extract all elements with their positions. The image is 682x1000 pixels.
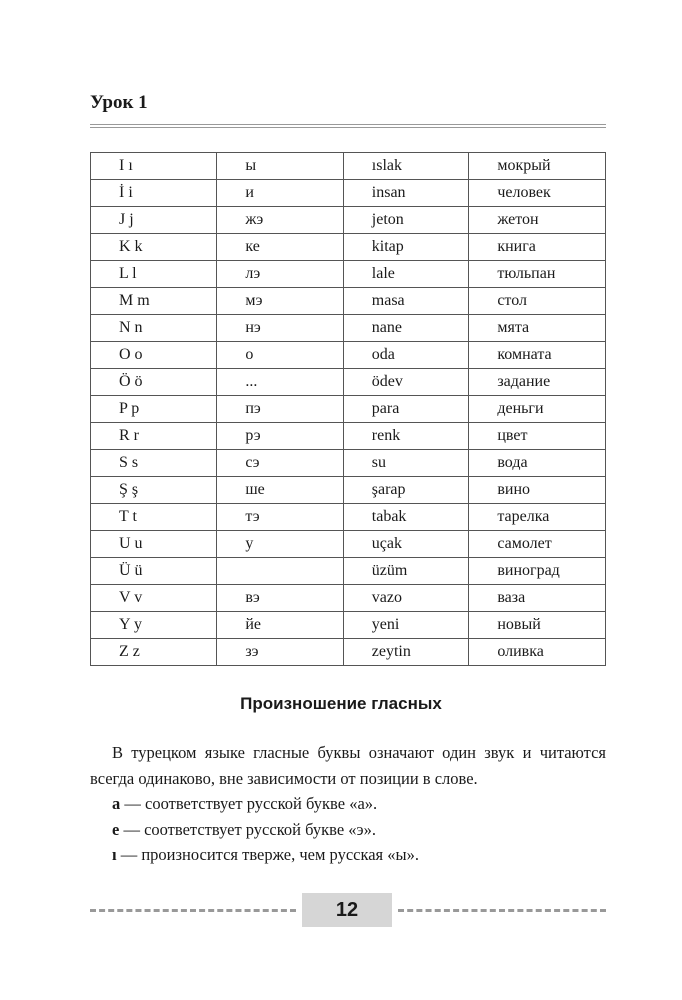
russian-pronunciation: о [217, 342, 343, 369]
russian-translation: цвет [469, 423, 606, 450]
turkish-letter: Z z [91, 639, 217, 666]
russian-pronunciation: сэ [217, 450, 343, 477]
russian-pronunciation: тэ [217, 504, 343, 531]
turkish-word: jeton [343, 207, 469, 234]
turkish-letter: L l [91, 261, 217, 288]
footer-dashes-right [398, 909, 606, 912]
turkish-letter: N n [91, 315, 217, 342]
russian-pronunciation: нэ [217, 315, 343, 342]
turkish-letter: I ı [91, 153, 217, 180]
vowel-description: — соответствует русской букве «э». [119, 819, 376, 839]
vowel-item [90, 817, 606, 843]
header-rule [90, 124, 606, 125]
turkish-letter: Y y [91, 612, 217, 639]
turkish-word: insan [343, 180, 469, 207]
turkish-letter: R r [91, 423, 217, 450]
russian-translation: задание [469, 369, 606, 396]
russian-pronunciation: мэ [217, 288, 343, 315]
turkish-word: ödev [343, 369, 469, 396]
page-number: 12 [302, 893, 392, 927]
section-body [90, 740, 606, 868]
turkish-word: ıslak [343, 153, 469, 180]
vowel-item [90, 791, 606, 817]
table-row [91, 234, 606, 261]
turkish-word: renk [343, 423, 469, 450]
footer-dashes-left [90, 909, 296, 912]
turkish-letter: K k [91, 234, 217, 261]
turkish-letter: M m [91, 288, 217, 315]
russian-translation: комната [469, 342, 606, 369]
table-row [91, 261, 606, 288]
turkish-word: nane [343, 315, 469, 342]
turkish-letter: İ i [91, 180, 217, 207]
turkish-word: uçak [343, 531, 469, 558]
section-heading: Произношение гласных [240, 694, 442, 713]
table-row [91, 423, 606, 450]
turkish-word: oda [343, 342, 469, 369]
turkish-word: yeni [343, 612, 469, 639]
table-row [91, 153, 606, 180]
table-row [91, 396, 606, 423]
turkish-word: masa [343, 288, 469, 315]
russian-translation: мята [469, 315, 606, 342]
turkish-letter: U u [91, 531, 217, 558]
russian-translation: вода [469, 450, 606, 477]
russian-translation: новый [469, 612, 606, 639]
vowel-description: — произносится тверже, чем русская «ы». [116, 845, 419, 864]
russian-pronunciation: ... [217, 369, 343, 396]
turkish-letter: S s [91, 450, 217, 477]
turkish-word: vazo [343, 585, 469, 612]
turkish-letter: Ü ü [91, 558, 217, 585]
russian-translation: человек [469, 180, 606, 207]
turkish-word: kitap [343, 234, 469, 261]
table-row [91, 207, 606, 234]
russian-pronunciation: ке [217, 234, 343, 261]
russian-pronunciation [217, 558, 343, 585]
vowel-letter: ı [112, 845, 117, 864]
russian-pronunciation: и [217, 180, 343, 207]
russian-pronunciation: у [217, 531, 343, 558]
vowel-item [90, 842, 606, 868]
turkish-word: para [343, 396, 469, 423]
russian-translation: жетон [469, 207, 606, 234]
table-row [91, 288, 606, 315]
russian-pronunciation: пэ [217, 396, 343, 423]
table-row [91, 342, 606, 369]
header-rule [90, 127, 606, 128]
russian-translation: мокрый [469, 153, 606, 180]
russian-pronunciation: вэ [217, 585, 343, 612]
turkish-letter: Ş ş [91, 477, 217, 504]
table-row [91, 180, 606, 207]
turkish-word: zeytin [343, 639, 469, 666]
vowel-letter: a [112, 794, 121, 813]
table-row [91, 450, 606, 477]
russian-pronunciation: йе [217, 612, 343, 639]
russian-translation: книга [469, 234, 606, 261]
russian-translation: стол [469, 288, 606, 315]
turkish-word: üzüm [343, 558, 469, 585]
turkish-word: su [343, 450, 469, 477]
turkish-letter: V v [91, 585, 217, 612]
turkish-letter: Ö ö [91, 369, 217, 396]
table-row [91, 369, 606, 396]
russian-translation: деньги [469, 396, 606, 423]
turkish-letter: P p [91, 396, 217, 423]
turkish-letter: O o [91, 342, 217, 369]
vowel-description: — соответствует русской букве «а». [120, 794, 378, 813]
turkish-letter: J j [91, 207, 217, 234]
turkish-word: tabak [343, 504, 469, 531]
lesson-title: Урок 1 [90, 92, 148, 113]
russian-translation: тюльпан [469, 261, 606, 288]
table-row [91, 558, 606, 585]
russian-translation: самолет [469, 531, 606, 558]
vowel-letter: e [112, 819, 120, 839]
russian-pronunciation: жэ [217, 207, 343, 234]
russian-translation: ваза [469, 585, 606, 612]
table-row [91, 477, 606, 504]
russian-translation: вино [469, 477, 606, 504]
intro-paragraph: В турецком языке гласные буквы означают один звук и читаются всегда одинаково, вне зависимости от позиции в слове. [90, 743, 606, 788]
table-row [91, 531, 606, 558]
table-row [91, 315, 606, 342]
table-row [91, 612, 606, 639]
turkish-letter: T t [91, 504, 217, 531]
russian-pronunciation: лэ [217, 261, 343, 288]
russian-translation: виноград [469, 558, 606, 585]
turkish-word: şarap [343, 477, 469, 504]
russian-pronunciation: зэ [217, 639, 343, 666]
russian-pronunciation: рэ [217, 423, 343, 450]
table-row [91, 504, 606, 531]
russian-translation: тарелка [469, 504, 606, 531]
russian-pronunciation: ше [217, 477, 343, 504]
table-row [91, 639, 606, 666]
russian-pronunciation: ы [217, 153, 343, 180]
russian-translation: оливка [469, 639, 606, 666]
turkish-word: lale [343, 261, 469, 288]
table-row [91, 585, 606, 612]
alphabet-table [90, 152, 606, 666]
